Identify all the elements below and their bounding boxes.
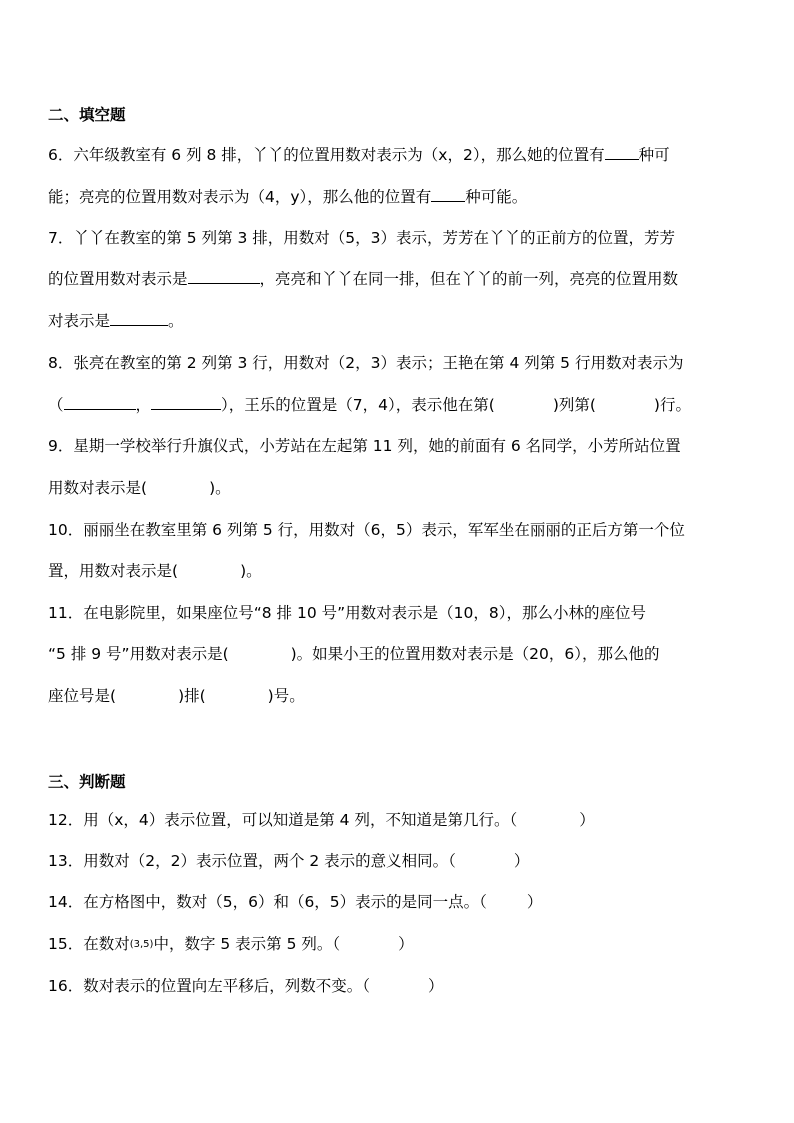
q11-text-3c: )号。 <box>267 687 305 705</box>
question-12 <box>48 810 595 830</box>
q6-text-2a: 能；亮亮的位置用数对表示为（4，y），那么他的位置有 <box>48 188 432 206</box>
q8-text-2c: ），王乐的位置是（7，4），表示他在第( <box>221 396 495 414</box>
q11-text-3b: )排( <box>178 687 206 705</box>
question-6-line-1 <box>48 145 670 165</box>
q7-blank-2[interactable] <box>110 311 168 326</box>
q6-text-1a: 6．六年级教室有 6 列 8 排，丫丫的位置用数对表示为（x，2），那么她的位置有 <box>48 146 605 164</box>
question-14 <box>48 892 542 912</box>
q9-text-2a: 用数对表示是( <box>48 479 148 497</box>
q15-close: ） <box>398 935 414 953</box>
q14-text: 14．在方格图中，数对（5，6）和（6，5）表示的是同一点。（ <box>48 893 487 911</box>
q7-text-2a: 的位置用数对表示是 <box>48 270 188 288</box>
q8-text-2a: （ <box>48 396 64 414</box>
q8-text-2d: )列第( <box>552 396 596 414</box>
q6-blank-2[interactable] <box>431 187 465 202</box>
q12-close: ） <box>579 811 595 829</box>
q16-text: 16．数对表示的位置向左平移后，列数不变。（ <box>48 977 370 995</box>
q6-text-2b: 种可能。 <box>465 188 528 206</box>
section-fill-title: 二、填空题 <box>48 106 126 124</box>
q12-text: 12．用（x，4）表示位置，可以知道是第 4 列，不知道是第几行。（ <box>48 811 518 829</box>
question-7-line-2 <box>48 269 678 289</box>
section-judge-title: 三、判断题 <box>48 773 126 791</box>
q11-text-3a: 座位号是( <box>48 687 117 705</box>
question-16 <box>48 976 444 996</box>
question-8-line-2 <box>48 395 691 415</box>
question-15 <box>48 934 414 955</box>
question-6-line-2 <box>48 187 527 207</box>
q6-blank-1[interactable] <box>605 145 639 160</box>
question-7-line-3 <box>48 311 184 331</box>
q8-blank-1[interactable] <box>64 395 136 410</box>
q7-text-3b: 。 <box>168 312 184 330</box>
q13-close: ） <box>513 852 530 870</box>
question-8-line-1: 8．张亮在教室的第 2 列第 3 行，用数对（2，3）表示；王艳在第 4 列第 5 行用数对表示为 <box>48 354 684 372</box>
q7-text-3a: 对表示是 <box>48 312 111 330</box>
q8-blank-2[interactable] <box>151 395 221 410</box>
q11-text-2b: )。如果小王的位置用数对表示是（20，6），那么他的 <box>290 645 660 663</box>
question-13 <box>48 851 529 871</box>
q10-text-2b: )。 <box>240 562 262 580</box>
question-9-line-1: 9．星期一学校举行升旗仪式，小芳站在左起第 11 列，她的前面有 6 名同学，小芳所站位置 <box>48 437 681 455</box>
question-7-line-1: 7．丫丫在教室的第 5 列第 3 排，用数对（5，3）表示，芳芳在丫丫的正前方的位置，芳芳 <box>48 229 676 247</box>
q7-text-2b: ，亮亮和丫丫在同一排，但在丫丫的前一列，亮亮的位置用数 <box>259 270 679 288</box>
q9-text-2b: )。 <box>209 479 231 497</box>
q15-text-b: 中，数字 5 表示第 5 列。（ <box>153 935 341 953</box>
q8-text-2b: ， <box>135 396 152 414</box>
question-10-line-1: 10．丽丽坐在教室里第 6 列第 5 行，用数对（6，5）表示，军军坐在丽丽的正后方第一个位 <box>48 521 685 539</box>
question-11-line-1: 11．在电影院里，如果座位号“8 排 10 号”用数对表示是（10，8），那么小林的座位号 <box>48 604 646 622</box>
question-10-line-2 <box>48 561 262 581</box>
q13-text: 13．用数对（2，2）表示位置，两个 2 表示的意义相同。（ <box>48 852 456 870</box>
q16-close: ） <box>427 977 444 995</box>
q15-number-pair: (3,5) <box>129 939 154 950</box>
q8-text-2e: )行。 <box>653 396 691 414</box>
q10-text-2a: 置，用数对表示是( <box>48 562 179 580</box>
q14-close: ） <box>526 893 543 911</box>
q6-text-1b: 种可 <box>638 146 670 164</box>
q7-blank-1[interactable] <box>188 269 260 284</box>
q15-text-a: 15．在数对 <box>48 935 130 953</box>
question-11-line-3 <box>48 686 305 706</box>
question-9-line-2 <box>48 478 231 498</box>
question-11-line-2 <box>48 644 660 664</box>
q11-text-2a: “5 排 9 号”用数对表示是( <box>48 645 229 663</box>
